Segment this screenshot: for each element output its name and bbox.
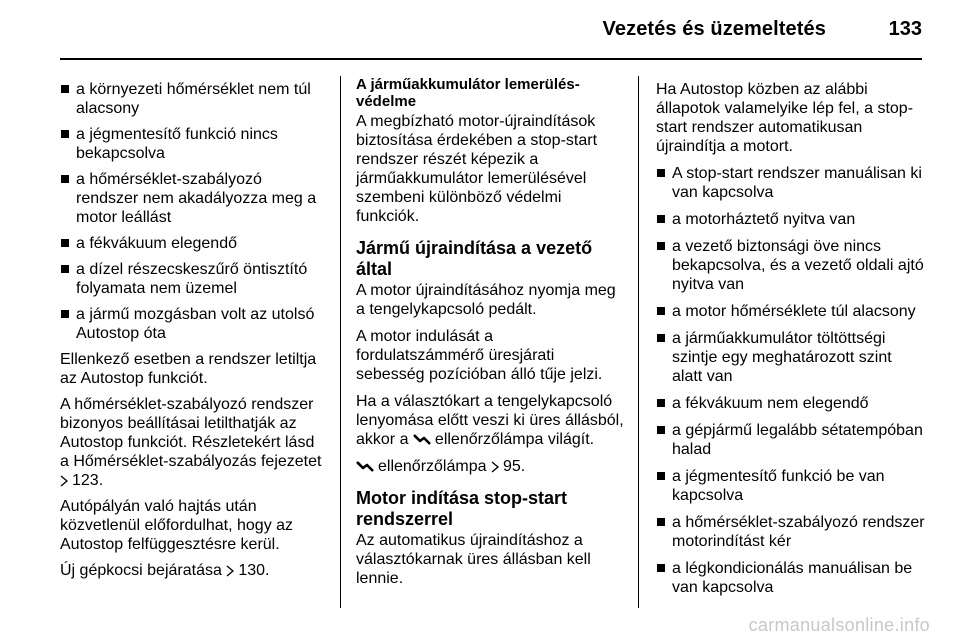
paragraph: Autópályán való hajtás után közvetlenül előfordulhat, hogy az Autostop felfüggesztésre kerül. bbox=[60, 498, 294, 553]
column-middle bbox=[356, 76, 624, 596]
list-item: a hőmérséklet-szabályozó rendszer motorindítást kér bbox=[656, 513, 926, 551]
list-item: a jégmentesítő funkció be van kapcsolva bbox=[656, 467, 926, 505]
list-item: a fékvákuum elegendő bbox=[60, 234, 324, 253]
paragraph: ellenőrzőlámpa 95. bbox=[356, 457, 624, 476]
paragraph: A hőmérséklet-szabályozó rendszer bizonyos beállításai letilthatják az Autostop funkciót. Részletekért lásd a Hőmérséklet-szabályozás fejezetet 123. bbox=[60, 396, 322, 489]
list-item: a légkondicionálás manuálisan be van kapcsolva bbox=[656, 559, 926, 597]
section-heading: Motor indítása stop-start rendszerrel bbox=[356, 488, 568, 529]
paragraph: Ellenkező esetben a rendszer letiltja az Autostop funkciót. bbox=[60, 351, 317, 387]
page-title: Vezetés és üzemeltetés bbox=[602, 18, 826, 40]
paragraph: A motor indulását a fordulatszámmérő üresjárati sebesség pozícióban álló tűje jelzi. bbox=[356, 328, 603, 383]
section-heading: A járműakkumulátor lemerülés-védelme bbox=[356, 76, 580, 110]
page-header bbox=[60, 0, 922, 60]
list-item: a járműakkumulátor töltöttségi szintje egy meghatározott szint alatt van bbox=[656, 329, 926, 386]
list-item: A stop-start rendszer manuálisan ki van kapcsolva bbox=[656, 164, 926, 202]
list-item: a környezeti hőmérséklet nem túl alacsony bbox=[60, 80, 324, 118]
paragraph: Ha Autostop közben az alábbi állapotok valamelyike lép fel, a stop-start rendszer automatikusan újraindítja a motort. bbox=[656, 81, 914, 155]
column-divider bbox=[638, 76, 639, 608]
list-item: a hőmérséklet-szabályozó rendszer nem akadályozza meg a motor leállást bbox=[60, 170, 324, 227]
column-divider bbox=[340, 76, 341, 608]
gear-shift-indicator-icon bbox=[356, 459, 374, 473]
paragraph: A megbízható motor-újraindítások biztosítása érdekében a stop-start rendszer részét képezik a járműakkumulátor lemerülésével szembeni különböző védelmi funkciók. bbox=[356, 113, 598, 225]
page-reference[interactable]: 123. bbox=[72, 472, 104, 489]
column-left bbox=[60, 80, 324, 587]
list-item: a dízel részecskeszűrő öntisztító folyamata nem üzemel bbox=[60, 260, 324, 298]
paragraph: Ha a választókart a tengelykapcsoló lenyomása előtt veszi ki üres állásból, akkor a ellenőrzőlámpa világít. bbox=[356, 393, 624, 448]
list-item: a jégmentesítő funkció nincs bekapcsolva bbox=[60, 125, 324, 163]
reference-arrow-icon bbox=[60, 475, 68, 487]
section-heading: Jármű újraindítása a vezető által bbox=[356, 238, 593, 279]
page-number: 133 bbox=[888, 18, 922, 40]
list-item: a jármű mozgásban volt az utolsó Autostop óta bbox=[60, 305, 324, 343]
gear-shift-indicator-icon bbox=[413, 432, 431, 446]
page-reference[interactable]: 130. bbox=[238, 562, 270, 579]
list-item: a gépjármű legalább sétatempóban halad bbox=[656, 421, 926, 459]
reference-arrow-icon bbox=[226, 565, 234, 577]
list-item: a vezető biztonsági öve nincs bekapcsolva, és a vezető oldali ajtó nyitva van bbox=[656, 237, 926, 294]
paragraph: Új gépkocsi bejáratása 130. bbox=[60, 562, 270, 579]
list-item: a motorháztető nyitva van bbox=[656, 210, 926, 229]
list-item: a motor hőmérséklete túl alacsony bbox=[656, 302, 926, 321]
watermark: carmanualsonline.info bbox=[748, 615, 930, 635]
column-right bbox=[656, 80, 926, 605]
page-reference[interactable]: 95. bbox=[502, 458, 526, 475]
list-item: a fékvákuum nem elegendő bbox=[656, 394, 926, 413]
paragraph: A motor újraindításához nyomja meg a tengelykapcsoló pedált. bbox=[356, 282, 616, 318]
reference-arrow-icon bbox=[491, 461, 499, 473]
paragraph: Az automatikus újraindításhoz a választókarnak üres állásban kell lennie. bbox=[356, 532, 591, 587]
